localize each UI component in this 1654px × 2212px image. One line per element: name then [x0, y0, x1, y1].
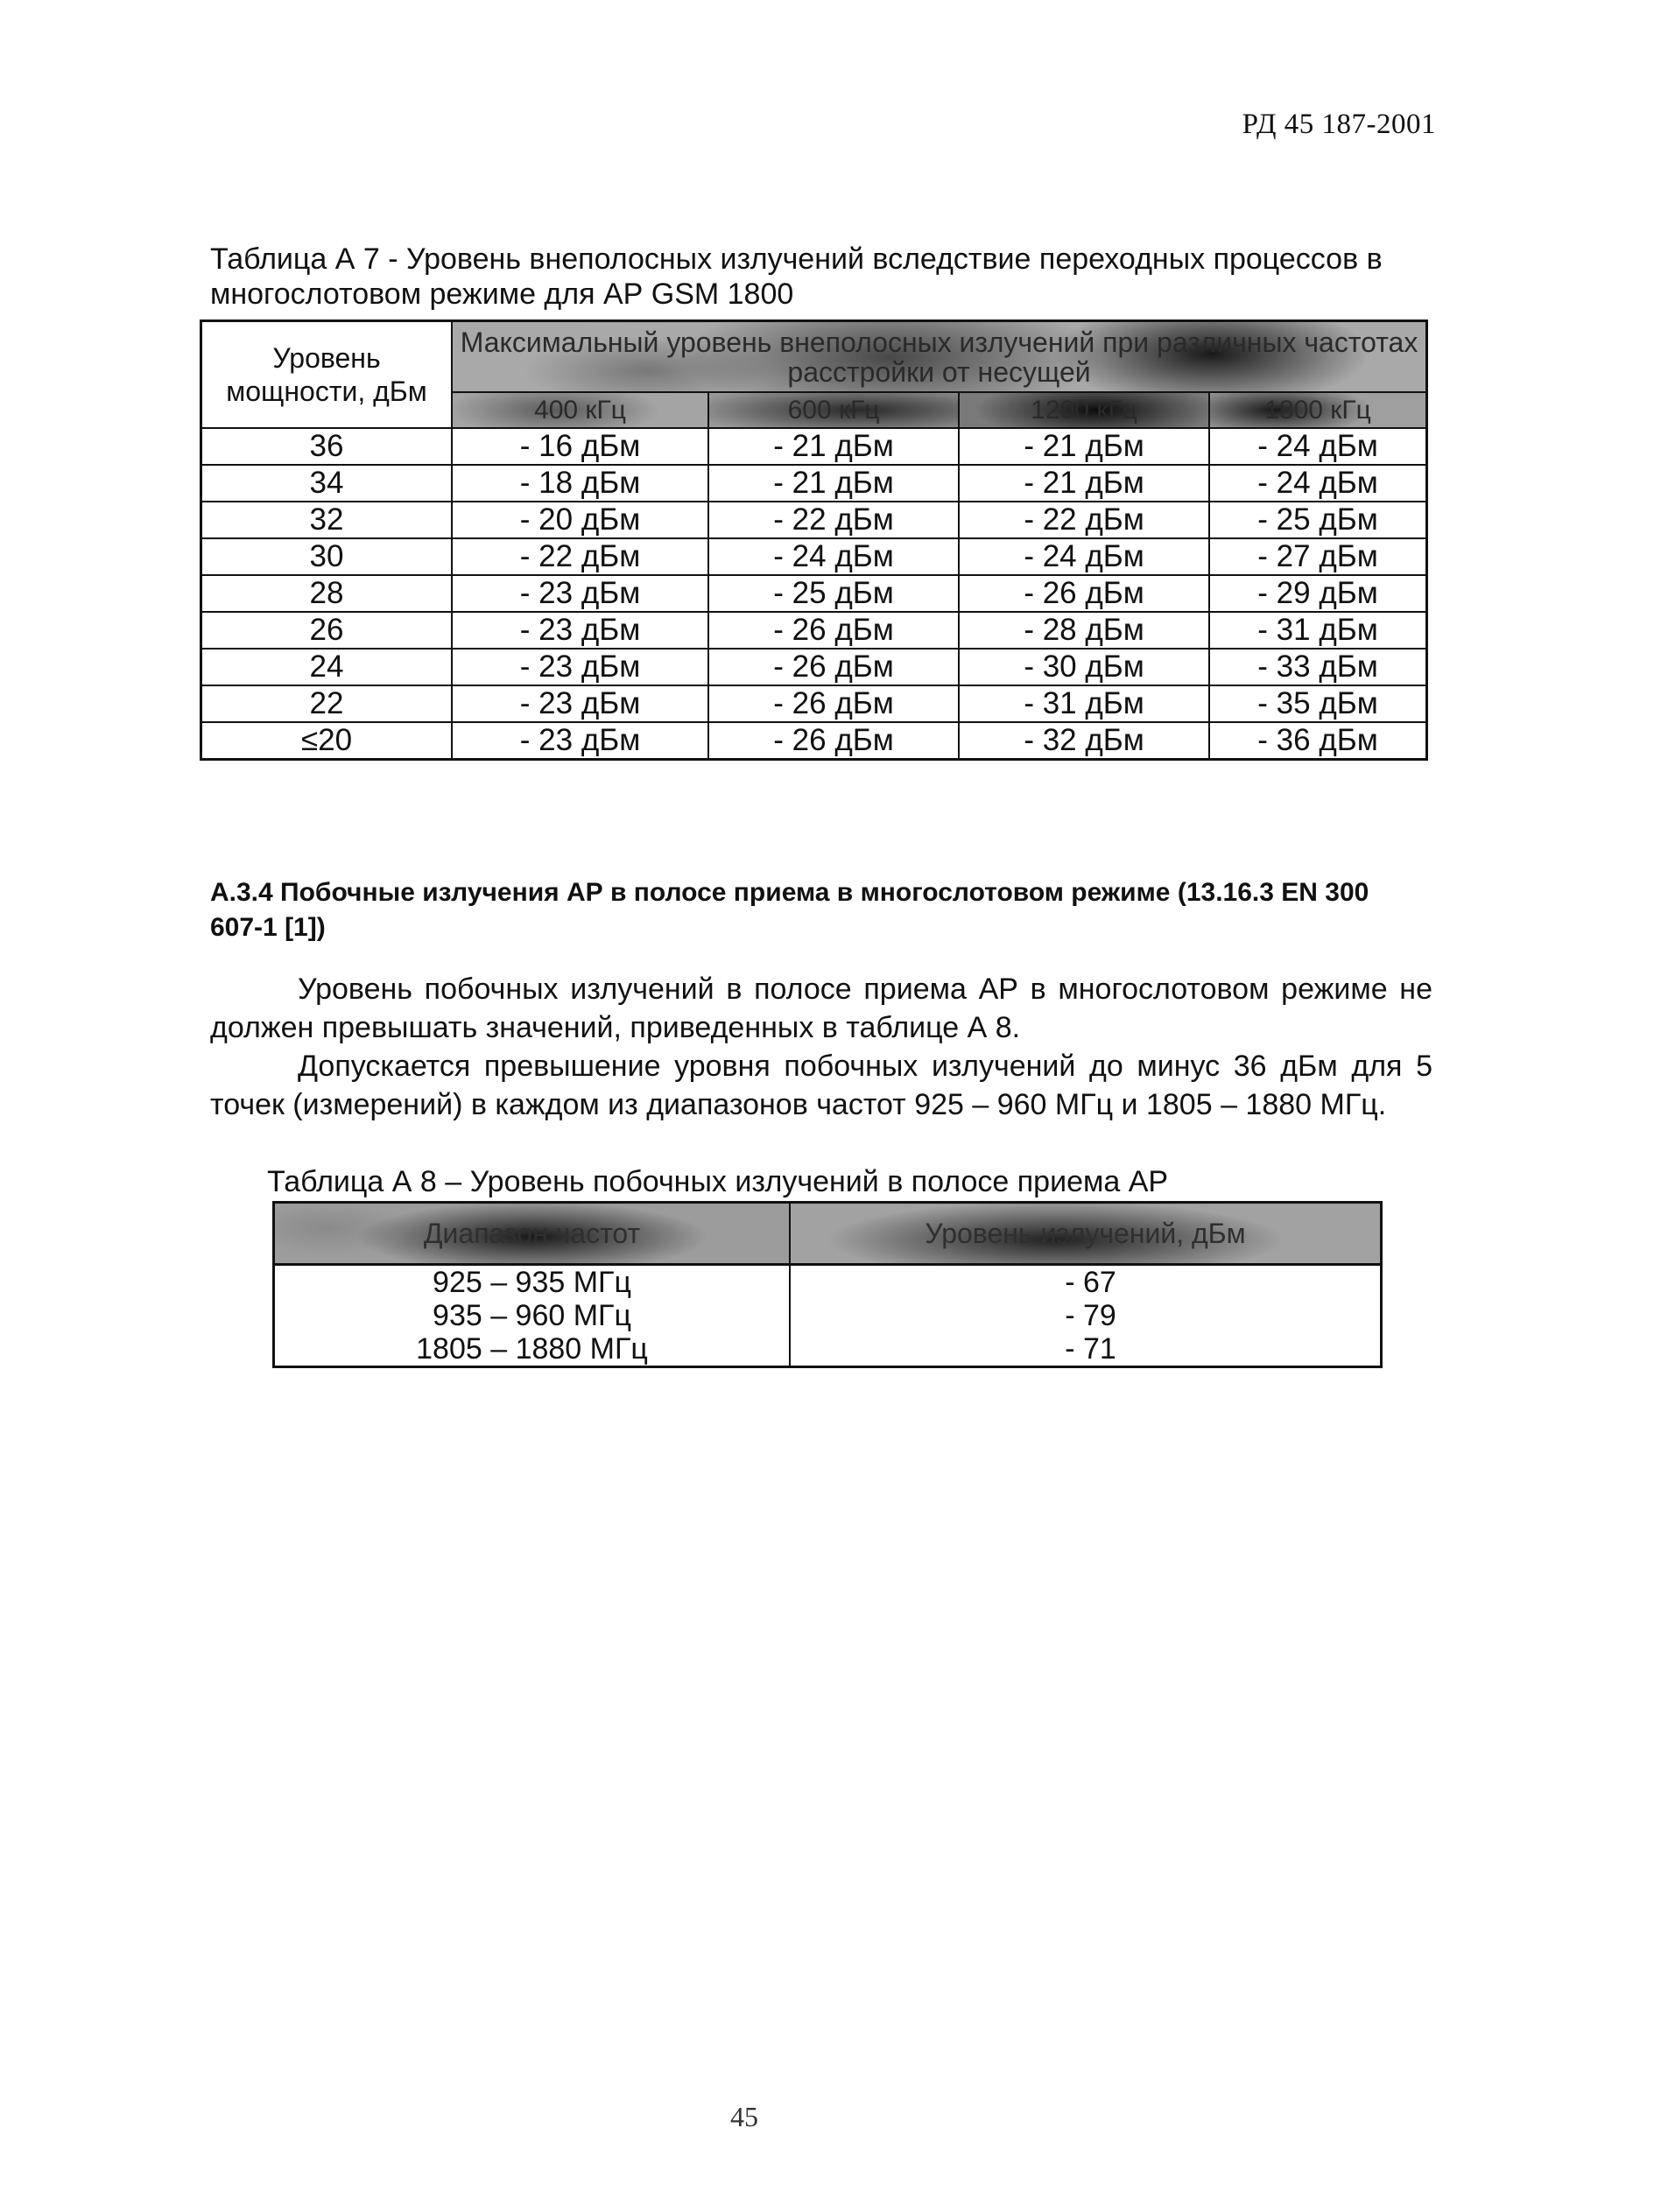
table-a7 — [200, 320, 1428, 761]
value-cell: - 24 дБм — [1209, 428, 1426, 465]
value-cell: - 32 дБм — [959, 722, 1209, 760]
value-cell: - 33 дБм — [1209, 649, 1426, 685]
table-a8-header-row — [274, 1203, 1382, 1265]
table-row — [274, 1332, 1382, 1367]
table-row — [274, 1299, 1382, 1332]
value-cell: - 22 дБм — [708, 502, 959, 538]
power-cell: 34 — [201, 465, 453, 502]
value-cell: - 24 дБм — [708, 538, 959, 575]
table-row — [201, 685, 1427, 722]
header-freq-offset: 600 кГц — [708, 392, 959, 428]
power-cell: 32 — [201, 502, 453, 538]
table-a8-caption: Таблица А 8 – Уровень побочных излучений в полосе приема АР — [267, 1165, 1169, 1198]
power-cell: 26 — [201, 612, 453, 649]
table-row — [201, 612, 1427, 649]
table-a7-caption: Таблица А 7 - Уровень внеполосных излучений вследствие переходных процессов в многослотовом режиме для АР GSM 1800 — [210, 242, 1383, 311]
header-frequency-range: Диапазон частот — [274, 1203, 791, 1265]
value-cell: - 21 дБм — [708, 428, 959, 465]
value-cell: - 28 дБм — [959, 612, 1209, 649]
power-cell: 24 — [201, 649, 453, 685]
table-a7-header-row — [201, 321, 1427, 393]
value-cell: - 25 дБм — [708, 575, 959, 612]
section-heading-a34: А.3.4 Побочные излучения АР в полосе приема в многослотовом режиме (13.16.3 EN 300 607-1 [1]) — [210, 878, 1369, 942]
value-cell: - 18 дБм — [452, 465, 708, 502]
table-row — [201, 428, 1427, 465]
value-cell: - 23 дБм — [452, 685, 708, 722]
power-cell: 30 — [201, 538, 453, 575]
page-number: 45 — [730, 2101, 758, 2132]
header-emission-level: Уровень излучений, дБм — [790, 1203, 1382, 1265]
value-cell: - 21 дБм — [959, 465, 1209, 502]
header-power-level: Уровень мощности, дБм — [201, 321, 453, 429]
value-cell: - 31 дБм — [959, 685, 1209, 722]
value-cell: - 26 дБм — [708, 612, 959, 649]
value-cell: - 26 дБм — [959, 575, 1209, 612]
value-cell: - 20 дБм — [452, 502, 708, 538]
value-cell: - 23 дБм — [452, 612, 708, 649]
value-cell: - 26 дБм — [708, 649, 959, 685]
table-row — [201, 722, 1427, 760]
value-cell: - 26 дБм — [708, 685, 959, 722]
table-row — [201, 465, 1427, 502]
value-cell: - 30 дБм — [959, 649, 1209, 685]
power-cell: 22 — [201, 685, 453, 722]
value-cell: - 25 дБм — [1209, 502, 1426, 538]
header-freq-offset: 400 кГц — [452, 392, 708, 428]
table-row — [201, 649, 1427, 685]
document-code: РД 45 187-2001 — [1242, 109, 1436, 140]
header-max-emission-level: Максимальный уровень внеполосных излучений при различных частотах расстройки от несущей — [452, 321, 1426, 393]
range-cell: 935 – 960 МГц — [274, 1299, 791, 1332]
value-cell: - 22 дБм — [959, 502, 1209, 538]
table-row — [201, 538, 1427, 575]
value-cell: - 26 дБм — [708, 722, 959, 760]
level-cell: - 79 — [790, 1299, 1382, 1332]
value-cell: - 21 дБм — [708, 465, 959, 502]
value-cell: - 23 дБм — [452, 722, 708, 760]
value-cell: - 29 дБм — [1209, 575, 1426, 612]
value-cell: - 31 дБм — [1209, 612, 1426, 649]
value-cell: - 23 дБм — [452, 649, 708, 685]
value-cell: - 24 дБм — [959, 538, 1209, 575]
table-row — [201, 575, 1427, 612]
range-cell: 1805 – 1880 МГц — [274, 1332, 791, 1367]
value-cell: - 23 дБм — [452, 575, 708, 612]
power-cell: 28 — [201, 575, 453, 612]
table-a8 — [272, 1201, 1383, 1368]
level-cell: - 67 — [790, 1265, 1382, 1300]
table-row — [274, 1265, 1382, 1300]
value-cell: - 27 дБм — [1209, 538, 1426, 575]
header-freq-offset: 1200 кГц — [959, 392, 1209, 428]
value-cell: - 21 дБм — [959, 428, 1209, 465]
header-freq-offset: 1800 кГц — [1209, 392, 1426, 428]
level-cell: - 71 — [790, 1332, 1382, 1367]
value-cell: - 16 дБм — [452, 428, 708, 465]
value-cell: - 22 дБм — [452, 538, 708, 575]
power-cell: 36 — [201, 428, 453, 465]
power-cell: ≤20 — [201, 722, 453, 760]
range-cell: 925 – 935 МГц — [274, 1265, 791, 1300]
value-cell: - 24 дБм — [1209, 465, 1426, 502]
paragraph: Уровень побочных излучений в полосе приема АР в многослотовом режиме не должен превышать значений, приведенных в таблице А 8. — [210, 973, 1432, 1044]
value-cell: - 36 дБм — [1209, 722, 1426, 760]
value-cell: - 35 дБм — [1209, 685, 1426, 722]
paragraph: Допускается превышение уровня побочных излучений до минус 36 дБм для 5 точек (измерений) в каждом из диапазонов частот 925 – 960 МГц и 1805 – 1880 МГц. — [210, 1050, 1432, 1121]
table-row — [201, 502, 1427, 538]
